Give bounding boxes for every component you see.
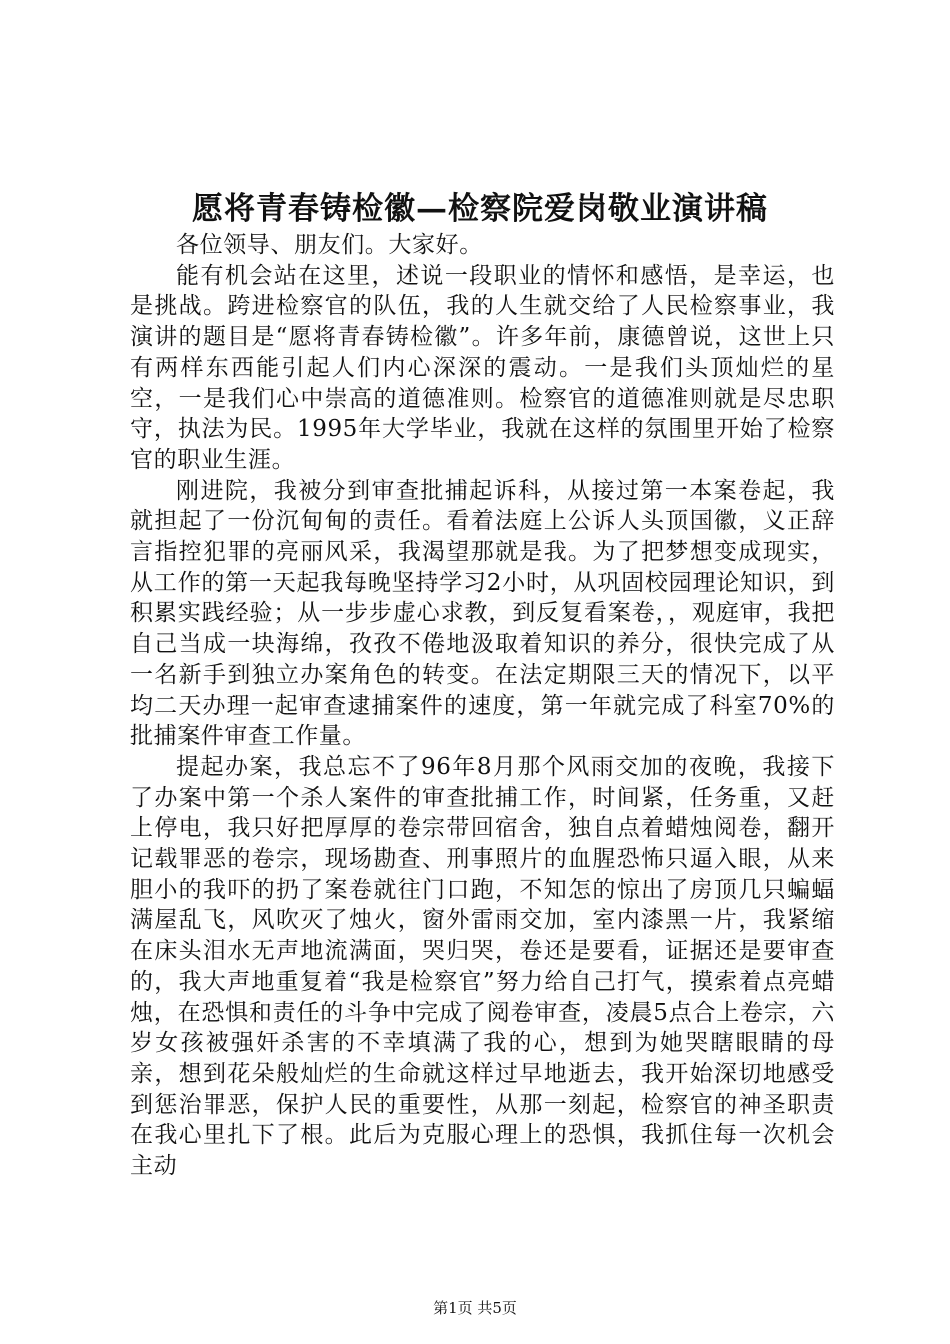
page-number-footer: 第1页 共5页 [433, 1299, 517, 1317]
paragraph-first-case: 提起办案，我总忘不了96年8月那个风雨交加的夜晚，我接下了办案中第一个杀人案件的审查批捕工作，时间紧，任务重，又赶上停电，我只好把厚厚的卷宗带回宿舍，独自点着蜡烛阅卷，翻开记载罪恶的卷宗，现场勘查、刑事照片的血腥恐怖只逼入眼，从来胆小的我吓的扔了案卷就往门口跑，不知怎的惊出了房顶几只蝙蝠满屋乱飞，风吹灭了烛火，窗外雷雨交加，室内漆黑一片，我紧缩在床头泪水无声地流满面，哭归哭，卷还是要看，证据还是要审查的，我大声地重复着“我是检察官”努力给自己打气，摸索着点亮蜡烛，在恐惧和责任的斗争中完成了阅卷审查，凌晨5点合上卷宗，六岁女孩被强奸杀害的不幸填满了我的心，想到为她哭瞎眼睛的母亲，想到花朵般灿烂的生命就这样过早地逝去，我开始深切地感受到惩治罪恶，保护人民的重要性，从那一刻起，检察官的神圣职责在我心里扎下了根。此后为克服心理上的恐惧，我抓住每一次机会主动 [130, 753, 835, 1180]
document-title: 愿将青春铸检徽—检察院爱岗敬业演讲稿 [192, 191, 768, 227]
paragraph-introduction: 能有机会站在这里，述说一段职业的情怀和感悟，是幸运，也是挑战。跨进检察官的队伍，我的人生就交给了人民检察事业，我演讲的题目是“愿将青春铸检徽”。许多年前，康德曾说，这世上只有两样东西能引起人们内心深深的震动。一是我们头顶灿烂的星空，一是我们心中崇高的道德准则。检察官的道德准则就是尽忠职守，执法为民。1995年大学毕业，我就在这样的氛围里开始了检察官的职业生涯。 [130, 262, 835, 473]
paragraph-early-career: 刚进院，我被分到审查批捕起诉科，从接过第一本案卷起，我就担起了一份沉甸甸的责任。看着法庭上公诉人头顶国徽，义正辞言指控犯罪的亮丽风采，我渴望那就是我。为了把梦想变成现实，从工作的第一天起我每晚坚持学习2小时，从巩固校园理论知识，到积累实践经验；从一步步虚心求教，到反复看案卷，，观庭审，我把自己当成一块海绵，孜孜不倦地汲取着知识的养分，很快完成了从一名新手到独立办案角色的转变。在法定期限三天的情况下，以平均二天办理一起审查逮捕案件的速度，第一年就完成了科室70%的批捕案件审查工作量。 [130, 477, 835, 750]
document-body [130, 230, 835, 1182]
paragraph-greeting: 各位领导、朋友们。大家好。 [176, 232, 483, 258]
